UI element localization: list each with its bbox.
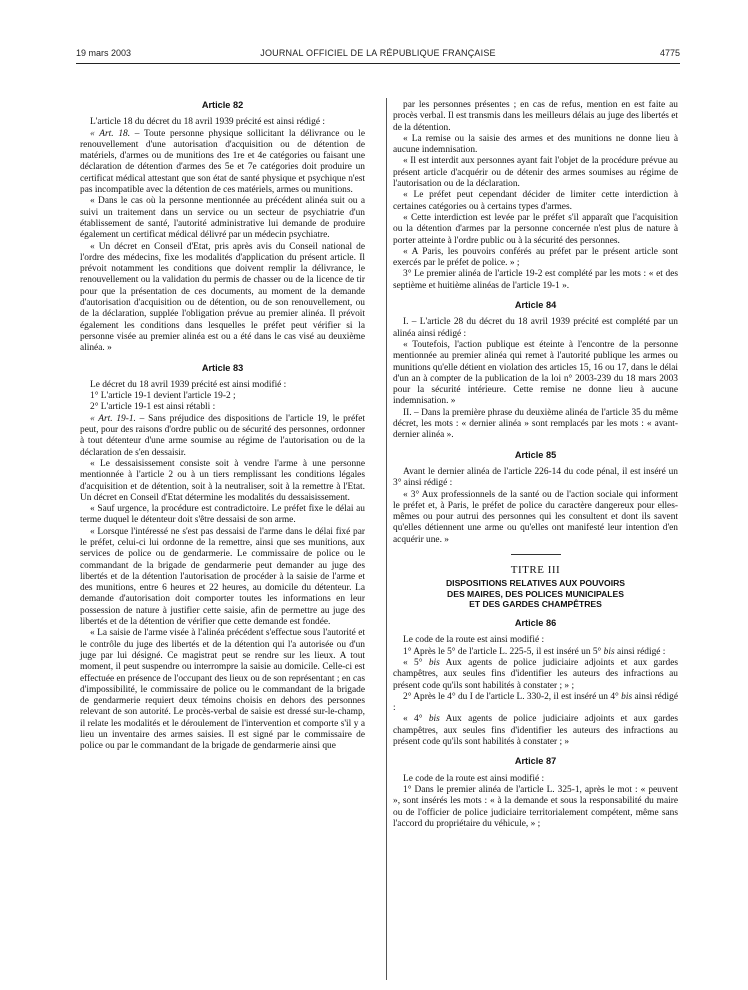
article-82-art18-text: – Toute personne physique sollicitant la délivrance ou le renouvellement d'une autorisation d'acquisition ou de détention de matériels, d'armes ou de munitions des 1re et 4e catégories ou faisant une déclaration de détention d'armes des 5e et 7e catégories doit produire un certificat médical attestant que son état de santé physique et psychique n'est pas incompatible avec la détention de ces matériels, armes ou munitions. [80,128,366,196]
article-87-intro: Le code de la route est ainsi modifié : [403,773,545,784]
bis-label: bis [603,646,615,657]
article-83-continued: par les personnes présentes ; en cas de refus, mention en est faite au procès verbal. Il est transmis dans les meilleurs délais au juge des libertés et de la détention. [393,100,678,133]
bis-label: bis [621,691,633,702]
article-86-quote-1 [393,658,678,692]
header-page-number: 4775 [659,48,680,58]
article-83-paragraph: « La remise ou la saisie des armes et des munitions ne donne lieu à aucune indemnisation. [393,133,678,156]
header-rule [76,63,680,64]
article-87-title: Article 87 [514,756,557,767]
article-83-art19-1-text: – Sans préjudice des dispositions de l'article 19, le préfet peut, pour des raisons d'ordre public ou de sécurité des personnes, ordonner à tout détenteur d'une arme soumise au régime de l'autorisation ou de la déclaration de s'en dessaisir. [80,413,366,458]
article-86-quote-2 [393,714,678,748]
header-date: 19 mars 2003 [76,48,132,58]
article-82-intro: L'article 18 du décret du 18 avril 1939 précité est ainsi rédigé : [90,117,325,128]
page-header [76,48,680,62]
article-84-paragraph: « Toutefois, l'action publique est éteinte à l'encontre de la personne mentionnée au premier alinéa qui remet à l'autorité publique les armes ou munitions qu'elle détient en violation des articles 15, 16 ou 17, dans le délai d'un an à compter de la publication de la loi n° 2003-239 du 18 mars 2003 pour la sécurité intérieure. Cette remise ne donne lieu à aucune indemnisation. » [393,339,678,407]
article-82-art18 [80,129,365,197]
header-journal-title: JOURNAL OFFICIEL DE LA RÉPUBLIQUE FRANÇAISE [260,48,496,58]
text-run: ainsi rédigé : [393,691,678,714]
article-86-intro: Le code de la route est ainsi modifié : [403,635,545,646]
article-83-art19-1-ref: « Art. 19-1. [90,413,136,424]
titre-subheading-line: ET DES GARDES CHAMPÊTRES [469,599,602,610]
text-run: Aux agents de police judiciaire adjoints et aux gardes champêtres, aux seules fins d'identifier les auteurs des infractions au présent code qu'ils sont habilités à constater ; » ; [393,657,679,691]
article-83-paragraph: « Le dessaisissement consiste soit à vendre l'arme à une personne mentionnée à l'article 2 ou à un tiers remplissant les conditions légales d'acquisition et de détention, soit à la neutraliser, soit à la remettre à l'Etat. Un décret en Conseil d'Etat détermine les modalités du dessaisissement. [80,458,365,503]
bis-label: bis [428,714,440,725]
titre-heading: TITRE III [510,563,561,576]
article-85-title: Article 85 [514,449,557,460]
article-83-paragraph: « A Paris, les pouvoirs conférés au préfet par le présent article sont exercés par le préfet de police. » ; [393,246,678,269]
text-run: 1° Après le 5° de l'article L. 225-5, il est inséré un 5° [403,646,604,657]
article-82-art18-ref: « Art. 18. [90,128,131,139]
titre-subheading [393,578,678,610]
text-run: Aux agents de police judiciaire adjoints et aux gardes champêtres, aux seules fins d'identifier les auteurs des infractions au présent code qu'ils sont habilités à constater ; » [393,714,679,748]
article-83-paragraph: « Sauf urgence, la procédure est contradictoire. Le préfet fixe le délai au terme duquel le détenteur doit s'être dessaisi de son arme. [80,504,365,526]
article-82-paragraph: « Un décret en Conseil d'Etat, pris après avis du Conseil national de l'ordre des médecins, fixe les modalités d'application du présent article. Il prévoit notamment les conditions que doivent remplir la délivrance, le renouvellement ou la validation du permis de chasser ou de la licence de tir pour que la présentation de ces documents, au moment de la demande d'autorisation d'acquisition ou de détention, ou de son renouvellement, ou de la déclaration, supplée l'obligation prévue au premier alinéa. Il prévoit également les conditions dans lesquelles le préfet peut vérifier si la personne visée au premier alinéa est ou a été dans le cas visé au deuxième alinéa. » [80,241,365,354]
article-82-title: Article 82 [201,100,244,110]
article-84-section-1: I. – L'article 28 du décret du 18 avril 1939 précité est complété par un alinéa ainsi rédigé : [393,317,678,339]
article-85-paragraph: « 3° Aux professionnels de la santé ou de l'action sociale qui informent le préfet et, à Paris, le préfet de police du caractère dangereux pour elles-mêmes ou pour autrui des personnes qui les consultent et dont ils savent qu'elles détiennent une arme ou qu'elles ont manifesté leur intention d'en acquérir une. » [393,489,678,545]
article-85-intro: Avant le dernier alinéa de l'article 226-14 du code pénal, il est inséré un 3° ainsi rédigé : [393,466,678,489]
titre-subheading-line: DISPOSITIONS RELATIVES AUX POUVOIRS [445,578,626,589]
article-83-paragraph: « La saisie de l'arme visée à l'alinéa précédent s'effectue sous l'autorité et le contrôle du juge des libertés et de la détention qui l'a autorisée ou d'un juge par lui désigné. Ce magistrat peut se rendre sur les lieux. A tout moment, il peut suspendre ou interrompre la saisie au domicile. Celle-ci est effectuée en présence de l'occupant des lieux ou de son représentant ; en cas d'impossibilité, le commissaire de police ou le commandant de la brigade de gendarmerie requiert deux témoins choisis en dehors des personnes relevant de son autorité. Le procès-verbal de saisie est dressé sur-le-champ, il relate les modalités et le déroulement de l'intervention et comporte s'il y a lieu un inventaire des armes saisies. Il est signé par le commissaire de police ou par le commandant de la brigade de gendarmerie ainsi que [80,628,365,752]
text-run: « 5° [403,657,429,668]
article-86-title: Article 86 [514,618,557,629]
section-separator [511,554,561,555]
article-83-paragraph: « Cette interdiction est levée par le préfet s'il apparaît que l'acquisition ou la détention d'armes par la personne concernée n'est plus de nature à porter atteinte à l'ordre public ou à la sécurité des personnes. [393,212,678,246]
right-column [393,100,678,830]
bis-label: bis [428,657,440,668]
article-83-title: Article 83 [201,362,244,373]
article-83-item-1: 1° L'article 19-1 devient l'article 19-2 ; [90,391,236,402]
text-run: « 4° [403,714,429,725]
titre-subheading-line: DES MAIRES, DES POLICES MUNICIPALES [447,588,624,599]
article-83-intro: Le décret du 18 avril 1939 précité est ainsi modifié : [90,379,287,390]
text-run: 2° Après le 4° du I de l'article L. 330-2, il est inséré un 4° [403,691,622,702]
column-divider [386,98,387,980]
left-column [80,100,365,753]
article-84-section-2: II. – Dans la première phrase du deuxième alinéa de l'article 35 du même décret, les mots : « dernier alinéa » sont remplacés par les mots : « avant-dernier alinéa ». [393,407,678,441]
article-87-item-1: 1° Dans le premier alinéa de l'article L. 325-1, après le mot : « peuvent », sont insérés les mots : « à la demande et sous la responsabilité du maire ou de l'officier de police judiciaire territorialement compétent, même sans l'accord du propriétaire du véhicule, » ; [393,784,678,829]
article-83-paragraph: « Le préfet peut cependant décider de limiter cette interdiction à certaines catégories ou à certains types d'armes. [393,190,678,212]
article-83-paragraph: « Lorsque l'intéressé ne s'est pas dessaisi de l'arme dans le délai fixé par le préfet, celui-ci lui ordonne de la remettre, ainsi que ses munitions, aux services de police ou de gendarmerie. Le commissaire de police ou le commandant de la brigade de gendarmerie peut demander au juge des libertés et de la détention l'autorisation de procéder à la saisie de l'arme et des munitions, entre 6 heures et 22 heures, au domicile du détenteur. La demande d'autorisation doit comporter toutes les informations en leur possession de nature à justifier cette saisie, afin de permettre au juge des libertés et de la détention de vérifier que cette demande est fondée. [80,526,365,628]
article-83-art19-1 [80,414,365,459]
article-84-title: Article 84 [514,300,557,311]
article-82-paragraph: « Dans le cas où la personne mentionnée au précédent alinéa suit ou a suivi un traitement dans un service ou un secteur de psychiatrie d'un établissement de santé, l'autorité administrative lui demande de produire également un certificat médical délivré par un médecin psychiatre. [80,196,365,241]
article-83-paragraph: « Il est interdit aux personnes ayant fait l'objet de la procédure prévue au présent article d'acquérir ou de détenir des armes soumises au régime de l'autorisation ou de la déclaration. [393,156,678,190]
article-83-item-3: 3° Le premier alinéa de l'article 19-2 est complété par les mots : « et des septième et huitième alinéas de l'article 19-1 ». [393,269,678,291]
article-86-item-1 [393,647,678,658]
article-86-item-2 [393,692,678,715]
article-83-item-2: 2° L'article 19-1 est ainsi rétabli : [90,402,216,413]
text-run: ainsi rédigé : [614,646,666,657]
